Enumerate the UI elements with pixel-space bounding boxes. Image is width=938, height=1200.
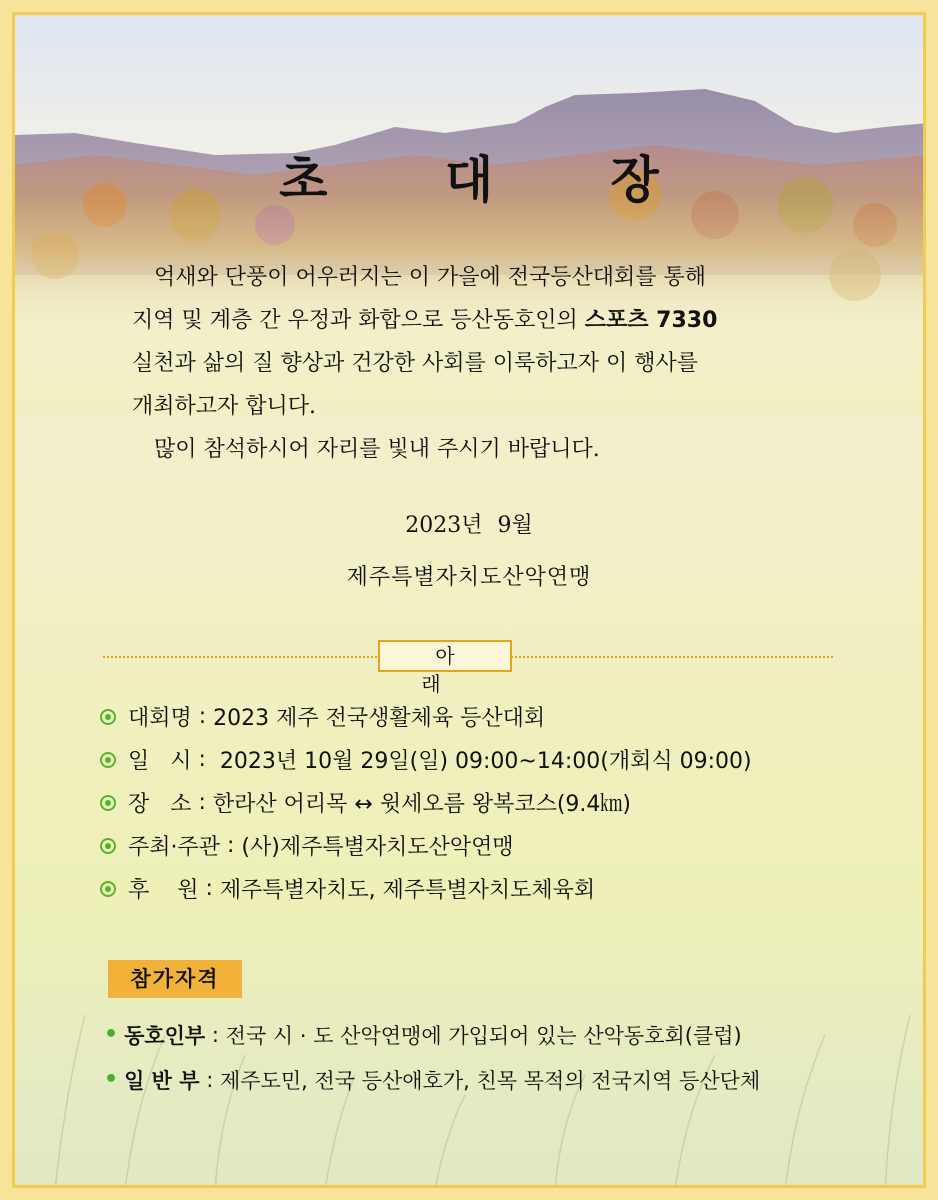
circle-bullet-icon — [100, 752, 116, 768]
intro-paragraph — [132, 256, 832, 471]
detail-value: 2023년 10월 29일(일) 09:00~14:00(개회식 09:00) — [219, 749, 752, 774]
detail-row-location — [100, 781, 860, 824]
organizer-name: 제주특별자치도산악연맹 — [346, 565, 592, 590]
detail-label: 주최·주관 — [128, 835, 221, 860]
event-details-list — [100, 695, 860, 910]
detail-value: 제주특별자치도, 제주특별자치도체육회 — [219, 878, 596, 903]
detail-label: 일 시 — [128, 749, 192, 774]
detail-separator: : — [191, 747, 220, 772]
circle-bullet-icon — [100, 709, 116, 725]
qualification-label: 일 반 부 — [124, 1068, 200, 1093]
sports-7330-emphasis: 스포츠 7330 — [584, 308, 718, 333]
detail-separator: : — [191, 704, 214, 729]
intro-line-2-text: 지역 및 계층 간 우정과 화합으로 등산동호인의 — [132, 308, 585, 333]
qualification-heading: 참가자격 — [108, 960, 242, 998]
qualification-label: 동호인부 — [124, 1023, 206, 1048]
issue-date: 2023년 9월 — [405, 513, 533, 538]
qualification-value: 전국 시 · 도 산악연맹에 가입되어 있는 산악동호회(클럽) — [225, 1023, 742, 1048]
detail-row-sponsor — [100, 867, 860, 910]
qualification-item — [104, 1057, 884, 1102]
detail-value: 한라산 어리목 ↔ 윗세오름 왕복코스(9.4㎞) — [212, 792, 631, 817]
qualification-item — [104, 1012, 884, 1057]
circle-bullet-icon — [100, 838, 116, 854]
dot-bullet-icon: • — [104, 1022, 119, 1047]
page-title: 초 대 장 — [279, 151, 709, 209]
qualification-separator: : — [199, 1067, 220, 1092]
detail-separator: : — [198, 876, 220, 901]
circle-bullet-icon — [100, 881, 116, 897]
detail-label: 후 원 — [128, 878, 199, 903]
detail-row-datetime — [100, 738, 860, 781]
detail-value: 2023 제주 전국생활체육 등산대회 — [213, 706, 546, 731]
qualification-value: 제주도민, 전국 등산애호가, 친목 목적의 전국지역 등산단체 — [219, 1068, 761, 1093]
detail-value: (사)제주특별자치도산악연맹 — [241, 835, 514, 860]
intro-line-1: 억새와 단풍이 어우러지는 이 가을에 전국등산대회를 통해 — [154, 265, 707, 290]
intro-line-4: 개최하고자 합니다. — [132, 394, 317, 419]
dot-bullet-icon: • — [104, 1067, 119, 1092]
intro-line-3: 실천과 삶의 질 향상과 건강한 사회를 이룩하고자 이 행사를 — [132, 351, 698, 376]
qualification-separator: : — [205, 1022, 226, 1047]
detail-row-event-name — [100, 695, 860, 738]
section-label: 아 래 — [378, 640, 512, 672]
detail-separator: : — [191, 790, 213, 815]
circle-bullet-icon — [100, 795, 116, 811]
qualification-list — [104, 1012, 884, 1102]
intro-line-2 — [132, 299, 832, 342]
detail-separator: : — [220, 833, 242, 858]
detail-label: 장 소 — [128, 792, 192, 817]
detail-row-host — [100, 824, 860, 867]
detail-label: 대회명 — [128, 706, 192, 731]
intro-line-5: 많이 참석하시어 자리를 빛내 주시기 바랍니다. — [154, 437, 600, 462]
